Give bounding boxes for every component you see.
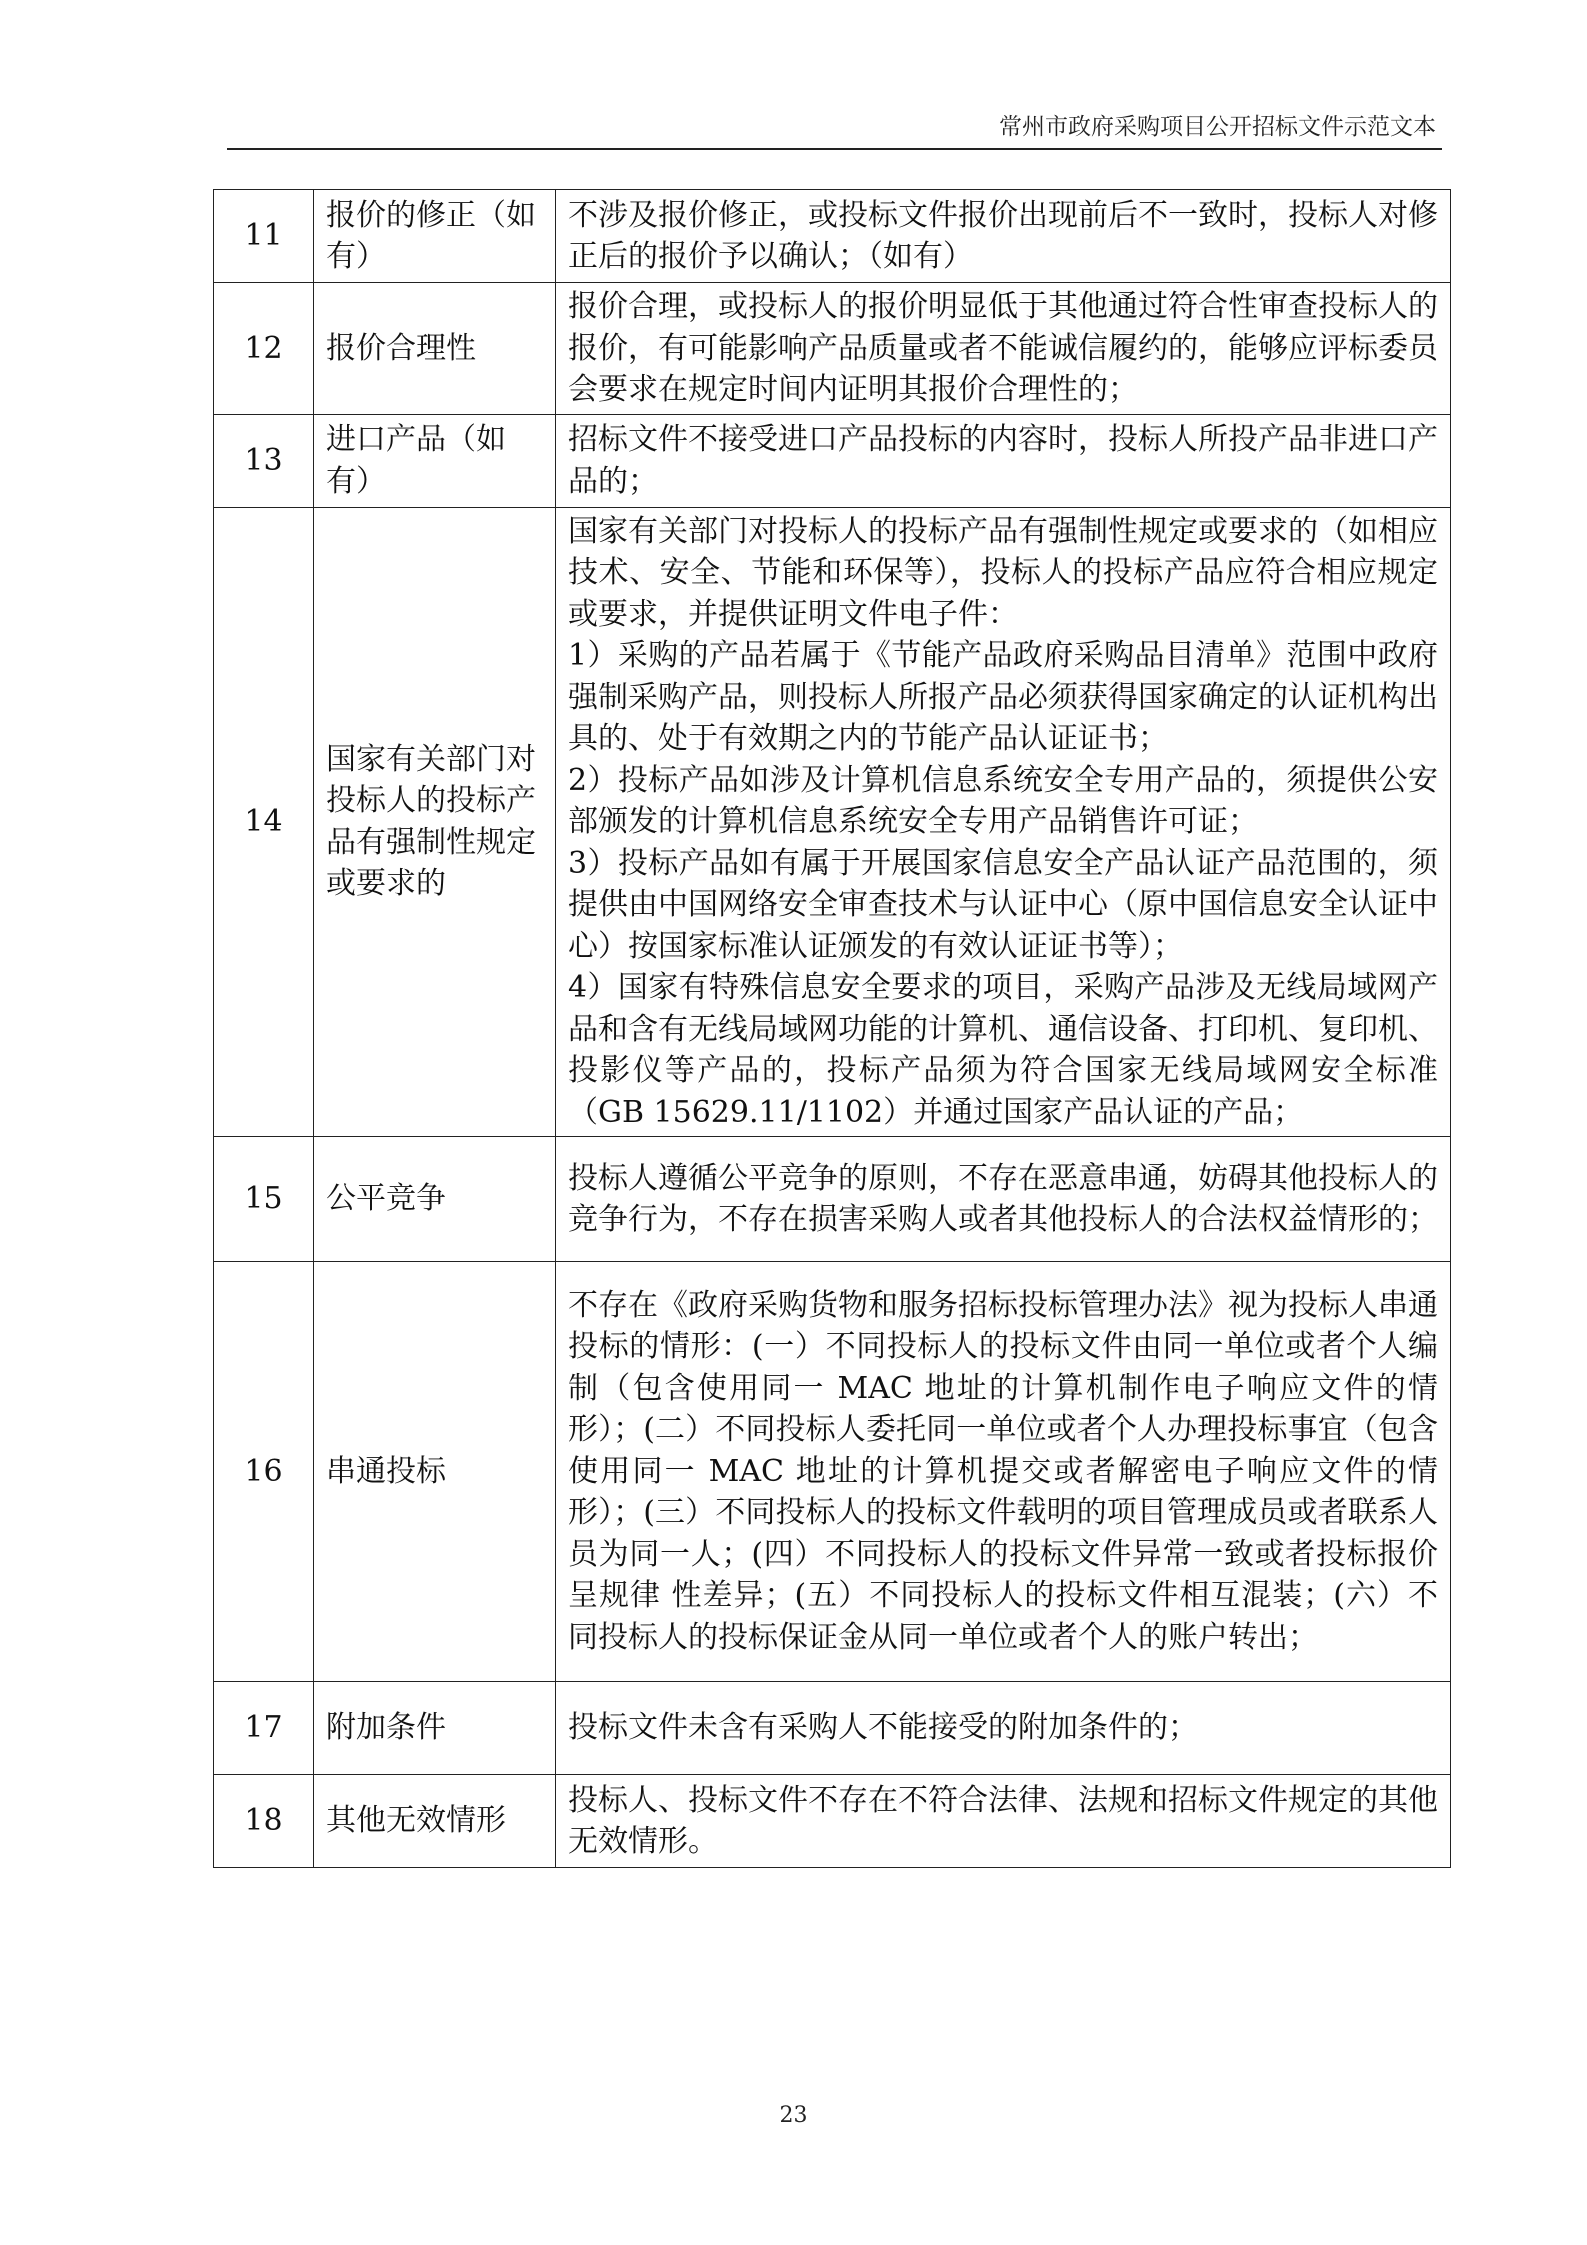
row-number: 11 [214,190,314,283]
criterion-description: 不存在《政府采购货物和服务招标投标管理办法》视为投标人串通投标的情形：(一）不同投标人的投标文件由同一单位或者个人编制（包含使用同一 MAC 地址的计算机制作电子响应文件的情形）；(二）不同投标人委托同一单位或者个人办理投标事宜（包含使用同一 MAC 地址的计算机提交或者解密电子响应文件的情形）；(三）不同投标人的投标文件载明的项目管理成员或者联系人员为同一人；(四）不同投标人的投标文件异常一致或者投标报价呈规律 性差异；(五）不同投标人的投标文件相互混装；(六）不同投标人的投标保证金从同一单位或者个人的账户转出； [556,1262,1451,1682]
criterion-name: 公平竞争 [314,1137,556,1262]
row-number: 13 [214,414,314,507]
criterion-description: 投标文件未含有采购人不能接受的附加条件的； [556,1682,1451,1775]
row-number: 16 [214,1262,314,1682]
criterion-description: 招标文件不接受进口产品投标的内容时，投标人所投产品非进口产品的； [556,414,1451,507]
criterion-name: 串通投标 [314,1262,556,1682]
description-item-2: 2）投标产品如涉及计算机信息系统安全专用产品的，须提供公安部颁发的计算机信息系统安全专用产品销售许可证； [568,762,1438,839]
criteria-table [213,189,1451,1868]
criterion-description: 投标人遵循公平竞争的原则，不存在恶意串通，妨碍其他投标人的竞争行为，不存在损害采购人或者其他投标人的合法权益情形的； [556,1137,1451,1262]
table-row [214,1775,1451,1868]
description-item-3: 3）投标产品如有属于开展国家信息安全产品认证产品范围的，须提供由中国网络安全审查技术与认证中心（原中国信息安全认证中心）按国家标准认证颁发的有效认证证书等）； [568,845,1438,964]
criterion-description: 投标人、投标文件不存在不符合法律、法规和招标文件规定的其他无效情形。 [556,1775,1451,1868]
table-row [214,283,1451,415]
table-row [214,1137,1451,1262]
criterion-name: 报价合理性 [314,283,556,415]
row-number: 18 [214,1775,314,1868]
document-title: 常州市政府采购项目公开招标文件示范文本 [999,114,1436,140]
description-item-1: 1）采购的产品若属于《节能产品政府采购品目清单》范围中政府强制采购产品，则投标人所报产品必须获得国家确定的认证机构出具的、处于有效期之内的节能产品认证证书； [568,638,1438,756]
criterion-name: 报价的修正（如有） [314,190,556,283]
row-number: 14 [214,507,314,1137]
table-row [214,1682,1451,1775]
criterion-name: 国家有关部门对投标人的投标产品有强制性规定或要求的 [314,507,556,1137]
table-row [214,190,1451,283]
criterion-description [556,507,1451,1137]
page-number: 23 [779,2103,808,2128]
description-item-4: 4）国家有特殊信息安全要求的项目，采购产品涉及无线局域网产品和含有无线局域网功能的计算机、通信设备、打印机、复印机、投影仪等产品的，投标产品须为符合国家无线局域网安全标准（GB 15629.11/1102）并通过国家产品认证的产品； [568,970,1438,1130]
criterion-description: 不涉及报价修正，或投标文件报价出现前后不一致时，投标人对修正后的报价予以确认；（如有） [556,190,1451,283]
criterion-name: 附加条件 [314,1682,556,1775]
description-paragraph: 国家有关部门对投标人的投标产品有强制性规定或要求的（如相应技术、安全、节能和环保等），投标人的投标产品应符合相应规定或要求，并提供证明文件电子件： [568,513,1438,632]
table-row [214,507,1451,1137]
row-number: 17 [214,1682,314,1775]
page-header [227,112,1442,150]
criterion-name: 进口产品（如有） [314,414,556,507]
table-row [214,1262,1451,1682]
table-row [214,414,1451,507]
row-number: 12 [214,283,314,415]
criterion-name: 其他无效情形 [314,1775,556,1868]
row-number: 15 [214,1137,314,1262]
criterion-description: 报价合理，或投标人的报价明显低于其他通过符合性审查投标人的报价，有可能影响产品质量或者不能诚信履约的，能够应评标委员会要求在规定时间内证明其报价合理性的； [556,283,1451,415]
